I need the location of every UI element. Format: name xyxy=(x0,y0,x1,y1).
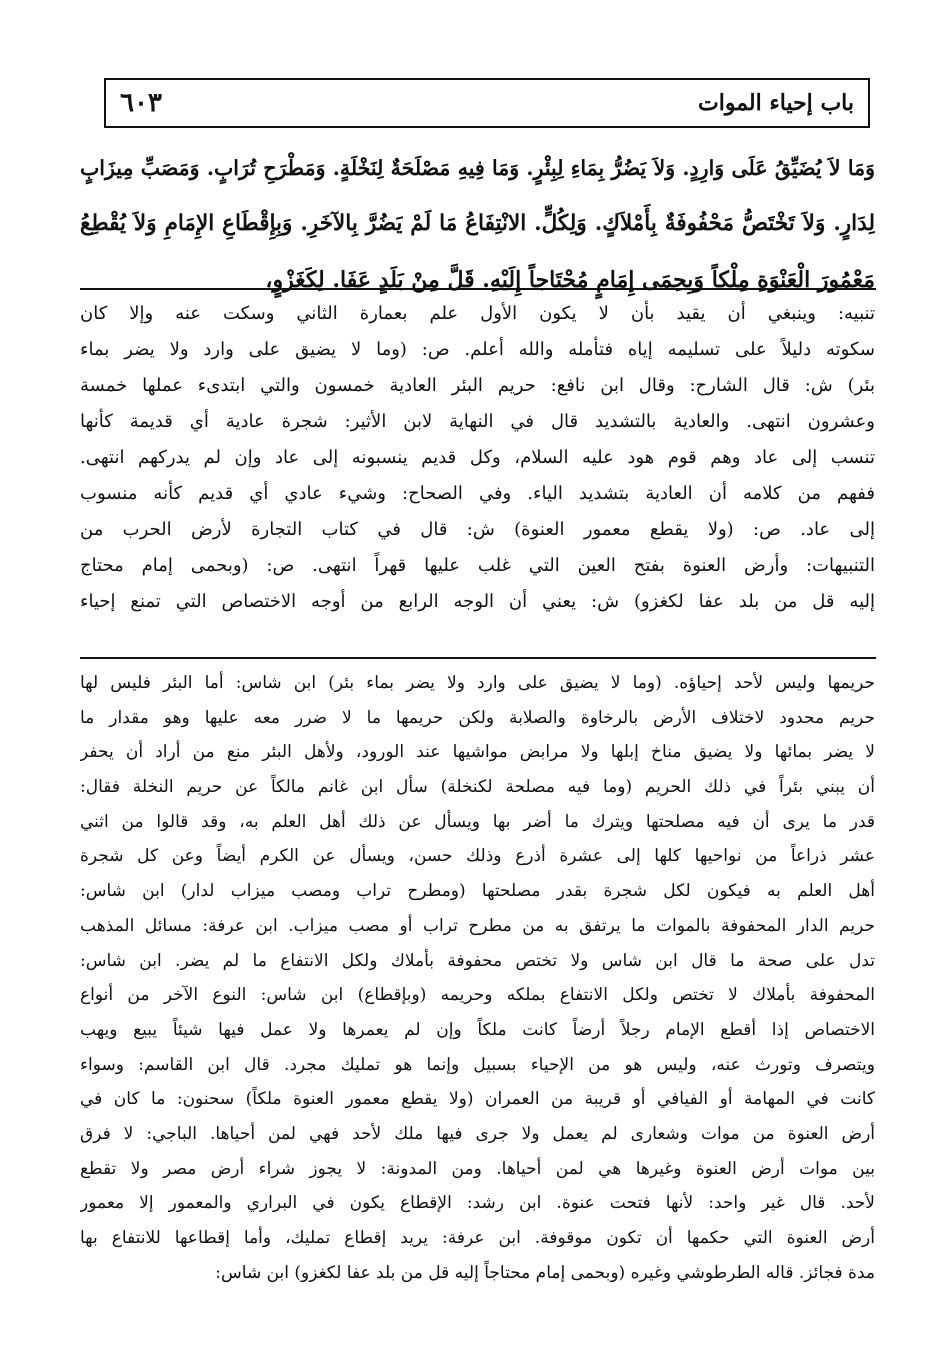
matn-text xyxy=(80,140,875,308)
commentary-line: إلى عاد. ص: (ولا يقطع معمور العنوة) ش: قال في كتاب التجارة لأرض الحرب من xyxy=(80,519,875,540)
matn-line: لِدَارٍ. وَلاَ تَخْتَصُّ مَحْفُوفَةٌ بِأَمْلاَكٍ. وَلِكُلٍّ. الانْتِفَاعُ مَا لَمْ يَضُرَّ بِالآخَرِ. وَبِإِقْطَاعِ الإِمَامِ وَلاَ يُقْطِعُ xyxy=(80,211,875,236)
commentary-line: إليه قل من بلد عفا لكغزو) ش: يعني أن الوجه الرابع من أوجه الاختصاص التي تمنع إحياء xyxy=(80,591,875,612)
commentary-line: ويتصرف وتورث عنه، وليس هو من الإحياء بسبيل وإنما هو تمليك مجرد. قال ابن القاسم: وسواء xyxy=(80,1054,875,1075)
commentary-line: أهل العلم به فيكون لكل شجرة بقدر مصلحتها (ومطرح تراب ومصب ميزاب لدار) ابن شاس: xyxy=(80,881,875,902)
commentary-line: مدة فجائز. قاله الطرطوشي وغيره (وبحمى إمام محتاجاً إليه قل من بلد عفا لكغزو) ابن شاس: xyxy=(215,1262,875,1283)
commentary-line: عشر ذراعاً من نواحيها كلها إلى عشرة أذرع وذلك حسن، ويسأل عن الكرم أيضاً وعن كل شجرة xyxy=(80,846,875,867)
commentary-line: قدر ما يرى أن فيه مصلحتها ويترك ما أضر بها ويسأل عن ذلك أهل العلم به، وقد قالوا من اثني xyxy=(80,811,875,832)
commentary-line: أن يبني بئراً في ذلك الحريم (وما فيه مصلحة لكنخلة) سأل ابن غانم مالكاً عن حريم النخلة فقال: xyxy=(80,777,875,798)
commentary-line: سكوته دليلاً على تسليمه إياه فتأمله والله أعلم. ص: (وما لا يضيق على وارد ولا يضر بماء xyxy=(80,339,875,360)
section-divider xyxy=(80,657,876,659)
commentary-line: لأحد. قال غير واحد: لأنها فتحت عنوة. ابن رشد: الإقطاع يكون في البراري والمعمور إلا معمور xyxy=(80,1193,875,1214)
commentary-line: الاختصاص إذا أقطع الإمام رجلاً أرضاً كانت ملكاً وإن لم يعمرها ولا عمل فيها شيئاً يبيع ويهب xyxy=(80,1019,875,1040)
commentary-line: كانت في المهامة أو الفيافي أو قريبة من العمران (ولا يقطع معمور العنوة ملكاً) سحنون: ما كان في xyxy=(80,1089,875,1110)
commentary-line: حريم محدود لاختلاف الأرض بالرخاوة والصلابة ولكن حريمها ما لا ضرر معه عليها وهو مقدار ما xyxy=(80,707,875,728)
commentary-line: تنسب إلى عاد وهم قوم هود عليه السلام، وكل قديم ينسبونه إلى عاد وإن لم يدركهم انتهى. xyxy=(80,447,875,468)
page-header xyxy=(104,78,870,128)
chapter-title: باب إحياء الموات xyxy=(698,90,854,116)
commentary-line: تنبيه: وينبغي أن يقيد بأن لا يكون الأول علم بعمارة الثاني وسكت عنه وإلا كان xyxy=(80,303,875,324)
page-number: ٦٠٣ xyxy=(120,88,162,118)
commentary-line: التنبيهات: وأرض العنوة بفتح العين التي غلب عليها قهراً انتهى. ص: (وبحمى إمام محتاج xyxy=(80,555,875,576)
commentary-line: ففهم من كلامه أن العادية بتشديد الياء. وفي الصحاح: وشيء عادي أي قديم كأنه منسوب xyxy=(80,483,875,504)
commentary-upper xyxy=(80,296,875,620)
commentary-line: لا يضر بمائها ولا يضيق مناخ إبلها ولا مرابض مواشيها عند الورود، ولأهل البئر منع من أراد أن يحفر xyxy=(80,742,875,763)
matn-line: مَعْمُورَ الْعَنْوَةِ مِلْكاً وَبِحِمَى إِمَامٍ مُحْتَاجاً إِلَيْهِ. قَلَّ مِنْ بَلَدٍ عَفَا. لِكَغَزْوٍ، xyxy=(265,267,875,293)
commentary-line: حريم الدار المحفوفة بالموات ما يرتفق به من مطرح تراب أو مصب ميزاب. ابن عرفة: مسائل المذهب xyxy=(80,915,875,936)
commentary-line: حريمها وليس لأحد إحياؤه. (وما لا يضيق على وارد ولا يضر بماء بئر) ابن شاس: أما البئر فليس لها xyxy=(80,673,875,693)
commentary-line: المحفوفة بأملاك لا تختص ولكل الانتفاع بملكه وحريمه (وبإقطاع) ابن شاس: النوع الآخر من أنواع xyxy=(80,985,875,1006)
commentary-lower xyxy=(80,666,875,1290)
matn-line: وَمَا لاَ يُضَيِّقُ عَلَى وَارِدٍ. وَلاَ يَضُرُّ بِمَاءِ لِبِئْرٍ. وَمَا فِيهِ مَصْلَحَةٌ لِنَخْلَةٍ. وَمَطْرَحِ تُرَابٍ. وَمَصَبِّ مِيزَابٍ xyxy=(80,156,875,180)
commentary-line: تدل على صحة ما قال ابن شاس ولا تختص محفوفة بأملاك ولكل الانتفاع ما لم يضر. ابن شاس: xyxy=(80,950,875,971)
commentary-line: بئر) ش: قال الشارح: وقال ابن نافع: حريم البئر العادية خمسون والتي ابتدىء عملها خمسة xyxy=(80,375,875,396)
commentary-line: أرض العنوة من موات وشعارى لم يعمل ولا جرى فيها ملك لأحد فهي لمن أحياها. الباجي: لا فرق xyxy=(80,1123,875,1144)
commentary-line: وعشرون انتهى. والعادية بالتشديد قال في النهاية لابن الأثير: شجرة عادية أي قديمة كأنها xyxy=(80,411,875,432)
commentary-line: أرض العنوة التي حكمها أن تكون موقوفة. ابن عرفة: يريد إقطاع تمليك، وأما إقطاعها للانتفاع بها xyxy=(80,1228,875,1248)
section-divider xyxy=(80,288,876,290)
commentary-line: بين موات أرض العنوة وغيرها هي لمن أحياها. ومن المدونة: لا يجوز شراء أرض مصر ولا تقطع xyxy=(80,1158,875,1179)
